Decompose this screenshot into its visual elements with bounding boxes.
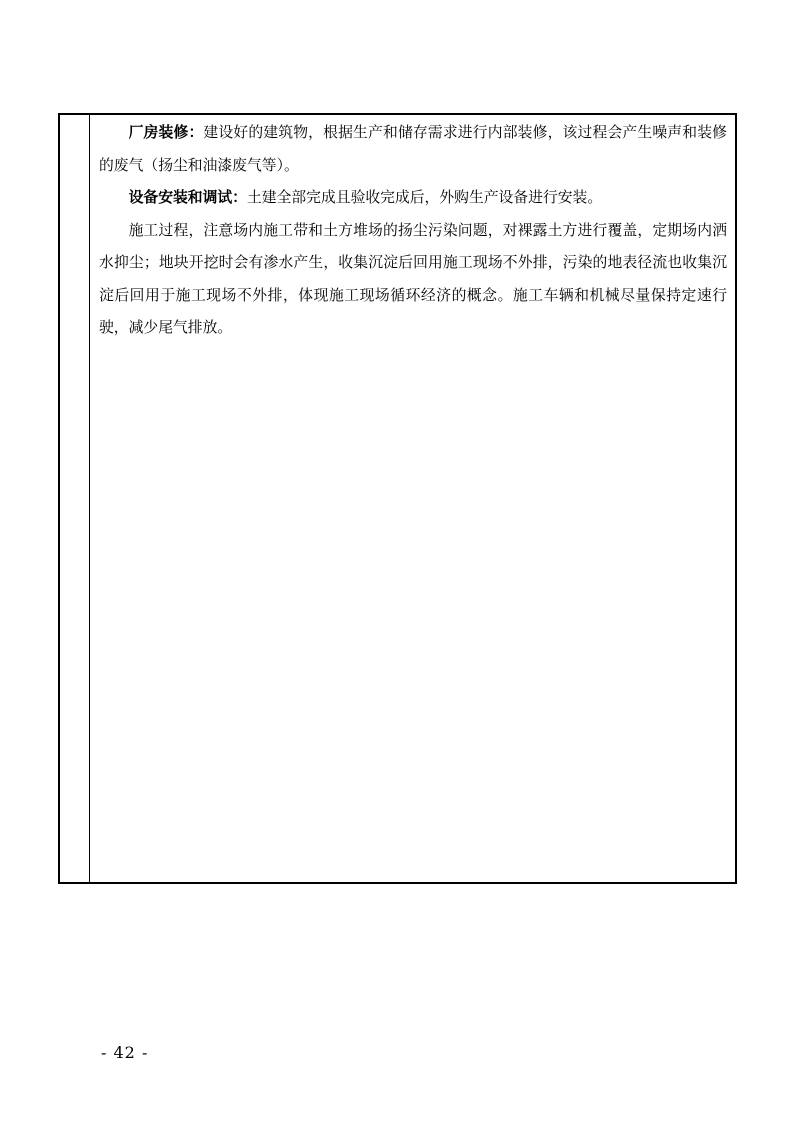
paragraph-factory-decoration	[99, 117, 727, 182]
paragraph-text: 施工过程，注意场内施工带和土方堆场的扬尘污染问题，对裸露土方进行覆盖，定期场内洒水抑尘；地块开挖时会有渗水产生，收集沉淀后回用施工现场不外排，污染的地表径流也收集沉淀后回用于施工现场不外排，体现施工现场循环经济的概念。施工车辆和机械尽量保持定速行驶，减少尾气排放。	[99, 221, 727, 336]
paragraph-text: 建设好的建筑物，根据生产和储存需求进行内部装修，该过程会产生噪声和装修的废气（扬尘和油漆废气等）。	[99, 124, 727, 174]
page-number: - 42 -	[101, 1043, 149, 1062]
paragraph-construction-process	[99, 215, 727, 345]
content-table	[58, 113, 737, 884]
paragraph-text: 土建全部完成且验收完成后，外购生产设备进行安装。	[246, 189, 603, 206]
paragraph-lead: 厂房装修：	[128, 124, 204, 141]
paragraph-equipment-installation	[99, 182, 727, 215]
table-left-column	[60, 115, 90, 882]
table-content-cell	[91, 115, 735, 345]
paragraph-lead: 设备安装和调试：	[128, 189, 247, 206]
